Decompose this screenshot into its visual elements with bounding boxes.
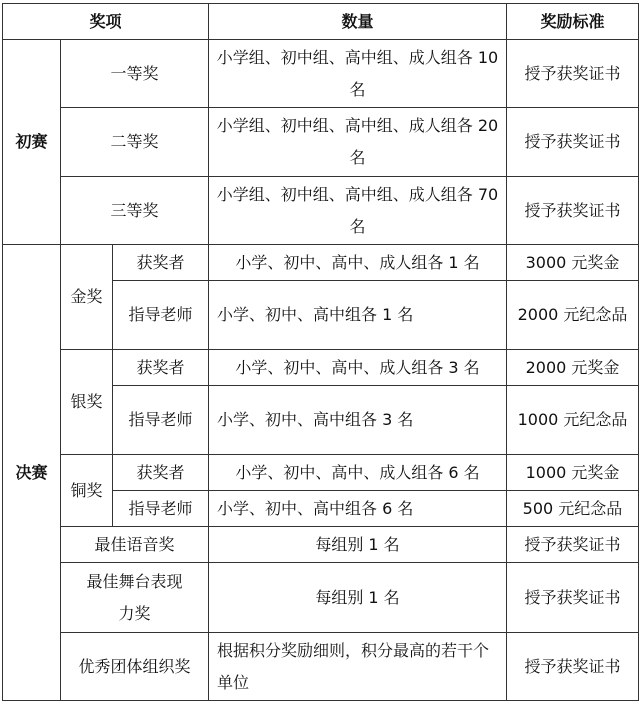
- table-row: [3, 633, 639, 701]
- table-row: [3, 245, 639, 281]
- quantity-cell: 根据积分奖励细则，积分最高的若干个单位: [209, 633, 507, 701]
- gold-label: 金奖: [61, 245, 113, 350]
- table-row: [3, 563, 639, 633]
- role-cell: 获奖者: [113, 350, 209, 386]
- table-row: [3, 40, 639, 108]
- award-name: 最佳舞台表现力奖: [61, 563, 209, 633]
- table-row: [3, 177, 639, 245]
- quantity-cell: 小学、初中、高中组各 6 名: [209, 491, 507, 527]
- table-row: [3, 455, 639, 491]
- standard-cell: 2000 元奖金: [507, 350, 639, 386]
- quantity-cell: 小学组、初中组、高中组、成人组各 10 名: [209, 40, 507, 108]
- header-row: [3, 4, 639, 40]
- quantity-cell: 每组别 1 名: [209, 527, 507, 563]
- bronze-label: 铜奖: [61, 455, 113, 527]
- table-row: [3, 350, 639, 386]
- role-cell: 获奖者: [113, 455, 209, 491]
- standard-cell: 授予获奖证书: [507, 40, 639, 108]
- standard-cell: 授予获奖证书: [507, 527, 639, 563]
- standard-cell: 1000 元奖金: [507, 455, 639, 491]
- standard-cell: 1000 元纪念品: [507, 386, 639, 455]
- header-standard: 奖励标准: [507, 4, 639, 40]
- quantity-cell: 小学组、初中组、高中组、成人组各 70 名: [209, 177, 507, 245]
- header-award: 奖项: [3, 4, 209, 40]
- stage-final: 决赛: [3, 245, 61, 701]
- award-name: 一等奖: [61, 40, 209, 108]
- standard-cell: 授予获奖证书: [507, 177, 639, 245]
- table-row: [3, 108, 639, 177]
- standard-cell: 授予获奖证书: [507, 563, 639, 633]
- standard-cell: 授予获奖证书: [507, 633, 639, 701]
- table-row: [3, 527, 639, 563]
- award-name: 优秀团体组织奖: [61, 633, 209, 701]
- header-quantity: 数量: [209, 4, 507, 40]
- award-name: 最佳语音奖: [61, 527, 209, 563]
- quantity-cell: 每组别 1 名: [209, 563, 507, 633]
- quantity-cell: 小学、初中、高中、成人组各 3 名: [209, 350, 507, 386]
- quantity-cell: 小学、初中、高中、成人组各 1 名: [209, 245, 507, 281]
- silver-label: 银奖: [61, 350, 113, 455]
- standard-cell: 500 元纪念品: [507, 491, 639, 527]
- role-cell: 指导老师: [113, 386, 209, 455]
- role-cell: 获奖者: [113, 245, 209, 281]
- standard-cell: 3000 元奖金: [507, 245, 639, 281]
- stage-prelim: 初赛: [3, 40, 61, 245]
- role-cell: 指导老师: [113, 281, 209, 350]
- quantity-cell: 小学组、初中组、高中组、成人组各 20 名: [209, 108, 507, 177]
- quantity-cell: 小学、初中、高中组各 1 名: [209, 281, 507, 350]
- quantity-cell: 小学、初中、高中、成人组各 6 名: [209, 455, 507, 491]
- role-cell: 指导老师: [113, 491, 209, 527]
- standard-cell: 2000 元纪念品: [507, 281, 639, 350]
- award-name: 二等奖: [61, 108, 209, 177]
- award-name: 三等奖: [61, 177, 209, 245]
- award-table: [2, 3, 639, 701]
- quantity-cell: 小学、初中、高中组各 3 名: [209, 386, 507, 455]
- standard-cell: 授予获奖证书: [507, 108, 639, 177]
